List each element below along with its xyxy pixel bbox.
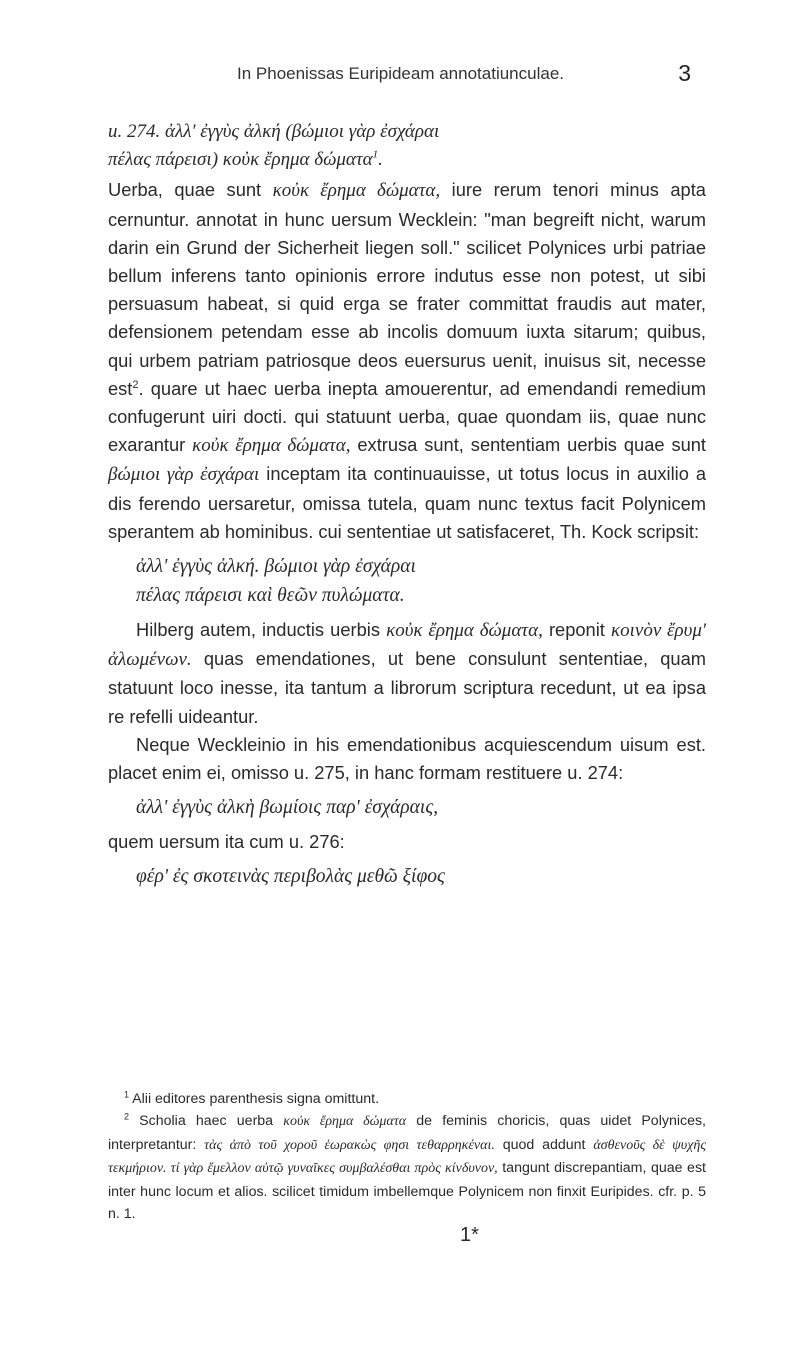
footnote-2-text-a: Scholia haec uerba bbox=[129, 1113, 284, 1130]
running-header bbox=[0, 60, 801, 88]
p1-text-b: iure rerum tenori minus apta cernuntur. annotat in hunc uersum Wecklein: "man begreift nicht, warum darin ein Grund der Sicherheit liegen soll." scilicet Polynices urbi patriae bellum inferens tanto opinionis errore indutus esse non potest, ut sibi persuasum habeat, si quid erga se frater committat fraudis aut mater, defensionem petendam esse ab incolis domuum iuxta sitarum; quibus, qui urbem patriam patriosque deos euersurus uenit, inuisus sit, necesse est bbox=[108, 179, 706, 399]
p1-text-d: extrusa sunt, sententiam uerbis quae sunt bbox=[350, 434, 706, 456]
p1-greek-1: κοὐκ ἔρημα δώματα, bbox=[272, 180, 441, 202]
footnote-1 bbox=[108, 1088, 706, 1110]
footnote-ref-1[interactable]: 1 bbox=[372, 148, 379, 161]
footnote-2-greek-2: τὰς ἀπὸ τοῦ χοροῦ ἑωρακὼς φησι τεθαρρηκέναι. bbox=[204, 1137, 495, 1153]
p1-text-c: . quare ut haec uerba inepta amouerentur, ad emendandi remedium confugerunt uiri docti. qui statuunt uerba, quae quondam iis, quae nunc exarantur bbox=[108, 377, 706, 456]
main-text bbox=[108, 118, 706, 897]
p2-text-b: reponit bbox=[542, 619, 611, 641]
verse-wecklein: ἀλλ' ἐγγὺς ἀλκὴ βωμίοις παρ' ἐσχάραις, bbox=[136, 797, 439, 819]
footnote-2-text-d: tangunt discrepantiam, quae est inter hunc locum et alios. scilicet timidum imbellemque Polynicem non finxit Euripides. cfr. p. 5 n. 1. bbox=[108, 1160, 706, 1223]
footnote-1-text: Alii editores parenthesis signa omittunt. bbox=[129, 1091, 380, 1107]
p2-greek-1: κοὐκ ἔρημα δώματα, bbox=[386, 620, 543, 642]
signature-mark: 1* bbox=[460, 1224, 479, 1246]
p2-text-c: quas emendationes, ut bene consulunt sententiae, quam statuunt loco inesse, ita tantum a librorum scriptura recedunt, ut ea ipsa re refelli uideantur. bbox=[108, 648, 706, 727]
verse-kock-2: πέλας πάρεισι καὶ θεῶν πυλώματα. bbox=[136, 585, 405, 607]
p1-greek-2: κοὐκ ἔρημα δώματα, bbox=[192, 435, 351, 457]
page-number: 3 bbox=[678, 60, 691, 86]
footnote-2-text-c: quod addunt bbox=[494, 1136, 594, 1153]
lemma-text-1: u. 274. ἀλλ' ἐγγὺς ἀλκή (βώμιοι γὰρ ἐσχάραι bbox=[108, 121, 440, 142]
paragraph-3: Neque Weckleinio in his emendationibus acquiescendum uisum est. placet enim ei, omisso u. 275, in hanc formam restituere u. 274: bbox=[108, 733, 706, 784]
p1-text-e: inceptam ita continuauisse, ut totus locus in auxilio a dis ferendo uersaretur, omissa tutela, quam nunc textus facit Polynicem sperantem ab hominibus. cui sententiae ut satisfaceret, Th. Kock scripsit: bbox=[108, 463, 706, 542]
footnote-2 bbox=[108, 1110, 706, 1225]
lemma-period: . bbox=[378, 149, 383, 171]
footnote-2-mark: 2 bbox=[124, 1111, 130, 1122]
lemma-line-1 bbox=[108, 118, 706, 146]
footnote-1-mark: 1 bbox=[124, 1089, 130, 1100]
p1-text-a: Uerba, quae sunt bbox=[108, 179, 273, 201]
p2-text-a: Hilberg autem, inductis uerbis bbox=[136, 619, 387, 641]
verse-kock-1: ἀλλ' ἐγγὺς ἀλκή. βώμιοι γὰρ ἐσχάραι bbox=[136, 556, 416, 578]
footnote-2-greek-1: κοὐκ ἔρημα δώματα bbox=[283, 1114, 407, 1130]
lemma-line-2 bbox=[108, 146, 706, 174]
running-title: In Phoenissas Euripideam annotatiunculae. bbox=[237, 64, 564, 83]
p1-greek-3: βώμιοι γὰρ ἐσχάραι bbox=[108, 464, 260, 486]
p2-greek-2: κοινὸν ἔρυμ' ἀλωμένων. bbox=[108, 620, 706, 671]
footnote-ref-2[interactable]: 2 bbox=[132, 378, 139, 391]
paragraph-2 bbox=[108, 616, 706, 731]
footnote-2-text-b: de feminis choricis, quas uidet Polynices, interpretantur: bbox=[108, 1113, 706, 1153]
verse-276: φέρ' ἐς σκοτεινὰς περιβολὰς μεθῶ ξίφος bbox=[136, 866, 445, 888]
footnotes bbox=[108, 1088, 706, 1225]
footnote-2-greek-3: ἀσθενοῦς δὲ ψυχῆς τεκμήριον. τί γὰρ ἔμελλον αὐτῷ γυναῖκες συμβαλέσθαι πρὸς κίνδυνον, bbox=[108, 1137, 706, 1177]
lemma-text-2: πέλας πάρεισι) κοὐκ ἔρημα δώματα bbox=[108, 149, 373, 171]
paragraph-4: quem uersum ita cum u. 276: bbox=[108, 831, 345, 853]
paragraph-1 bbox=[108, 176, 706, 546]
